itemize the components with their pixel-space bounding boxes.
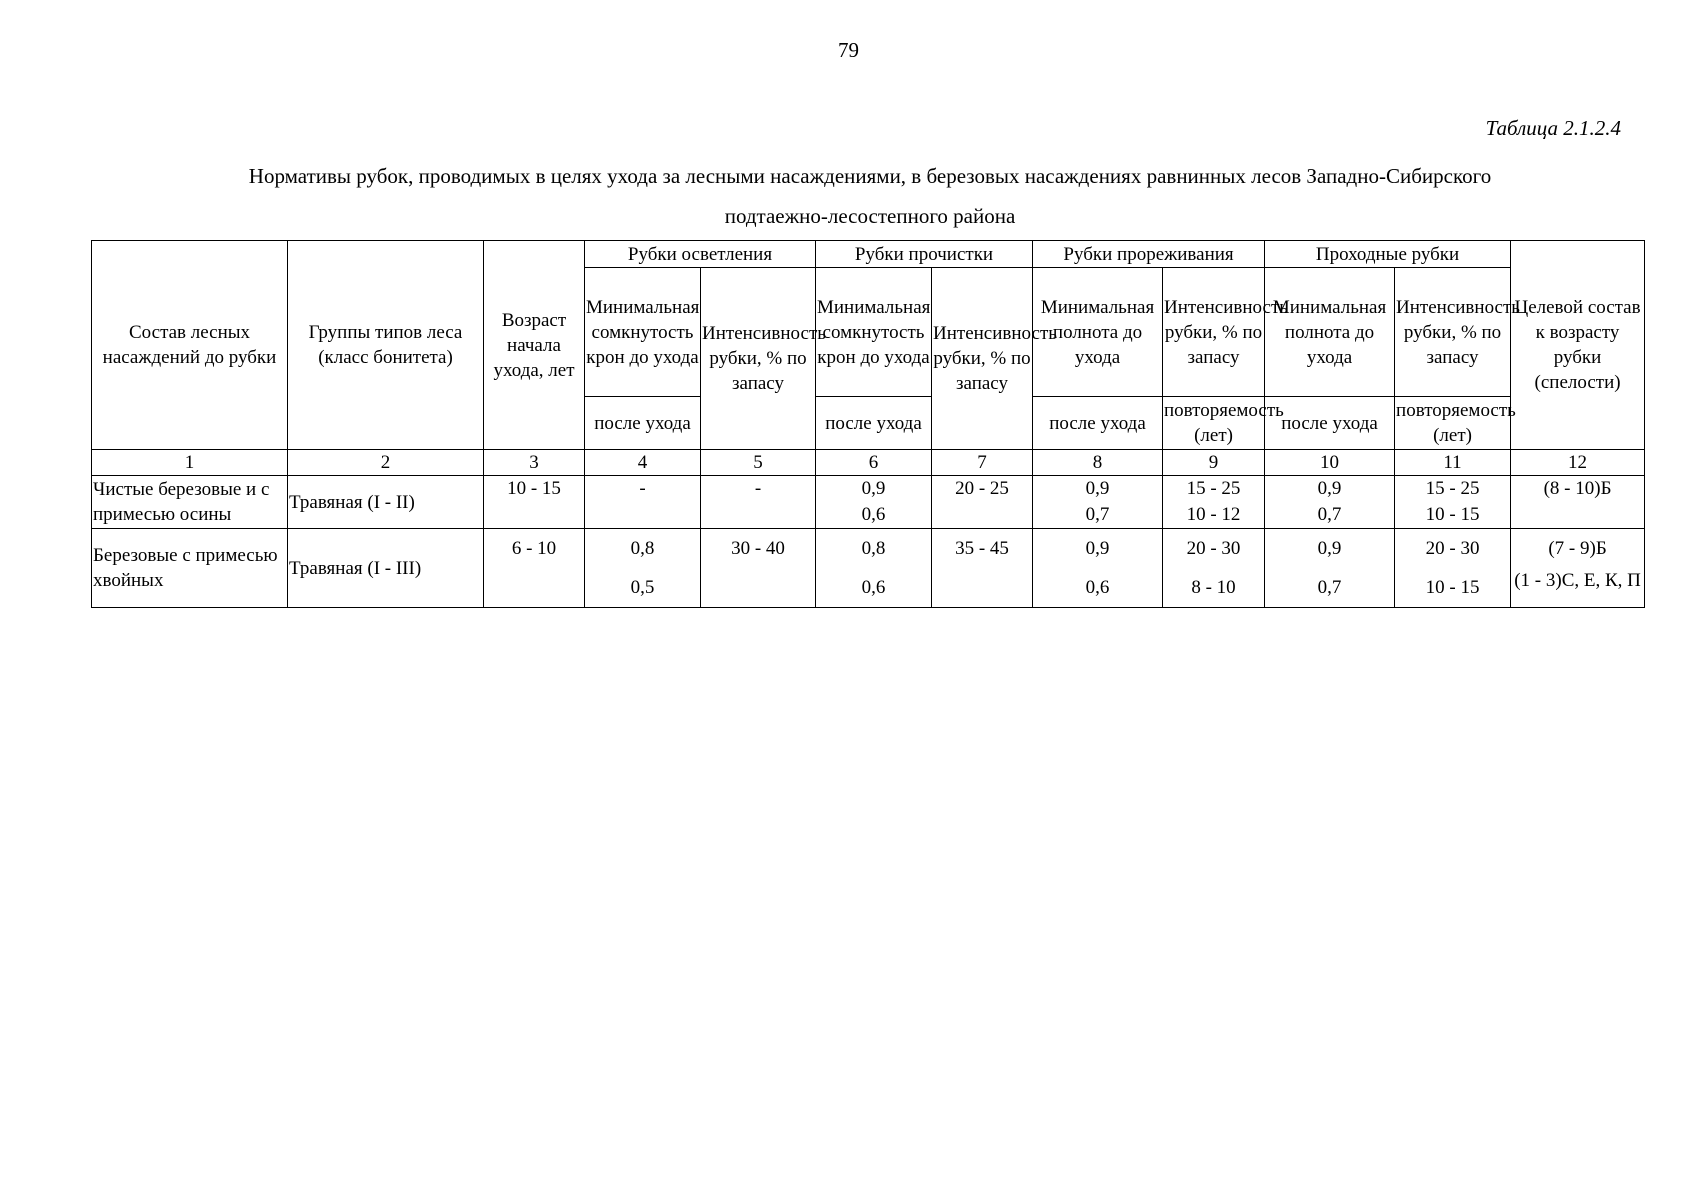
cell-prochistka-intensity [932, 529, 1033, 608]
cell-value: 10 - 15 [507, 478, 561, 499]
cell-prokhodnye-min [1265, 529, 1395, 608]
table-row [92, 529, 1645, 608]
cell-prorezhivanie-min [1033, 529, 1163, 608]
cell-value-after: 0,7 [1317, 577, 1342, 598]
cell-prokhodnye-min [1265, 476, 1395, 529]
header-prochistka-intensity: Интенсивность рубки, % по запасу [932, 268, 1033, 450]
cell-prorezhivanie-intensity-repeat [1163, 476, 1265, 529]
header-prokhodnye-min-fullness: Минимальная полнота до ухода [1265, 268, 1395, 397]
cell-value: (8 - 10)Б [1543, 478, 1612, 499]
cell-value: - [754, 478, 762, 499]
cell-value-after: 0,6 [861, 504, 886, 525]
column-number: 7 [932, 450, 1033, 476]
header-row-groups [92, 241, 1645, 268]
column-number: 8 [1033, 450, 1163, 476]
header-prokhodnye-intensity: Интенсивность рубки, % по запасу [1395, 268, 1511, 397]
table-title-line-2: подтаежно-лесостепного района [724, 204, 1016, 228]
header-osvetlenie-after: после ухода [585, 397, 701, 450]
cell-osvetlenie-min [585, 476, 701, 529]
cell-forest-type: Травяная (I - II) [288, 476, 484, 529]
cell-value-before: 0,8 [630, 538, 655, 559]
cell-value-before: 0,8 [861, 538, 886, 559]
page-number: 79 [838, 38, 859, 62]
header-osvetlenie-min-density: Минимальная сомкнутость крон до ухода [585, 268, 701, 397]
cell-value-after: 0,6 [861, 577, 886, 598]
cell-value: 6 - 10 [511, 538, 557, 559]
cell-value-repeat: 10 - 15 [1425, 504, 1480, 525]
table-title [120, 156, 1620, 236]
cell-prokhodnye-intensity-repeat [1395, 476, 1511, 529]
cell-value-before: - [639, 478, 646, 499]
cell-prorezhivanie-intensity-repeat [1163, 529, 1265, 608]
cell-composition: Березовые с примесью хвойных [92, 529, 288, 608]
cell-value-intensity: 20 - 30 [1186, 538, 1241, 559]
column-number: 11 [1395, 450, 1511, 476]
header-group-prorezhivanie: Рубки прореживания [1033, 241, 1265, 268]
cell-value: (7 - 9)Б [1548, 538, 1607, 559]
cell-prochistka-intensity [932, 476, 1033, 529]
standards-table [91, 240, 1645, 608]
cell-osvetlenie-intensity [701, 529, 816, 608]
cell-value-before: 0,9 [1317, 478, 1342, 499]
header-prochistka-after: после ухода [816, 397, 932, 450]
cell-forest-type: Травяная (I - III) [288, 529, 484, 608]
header-prorezhivanie-after: после ухода [1033, 397, 1163, 450]
header-prorezhivanie-min-fullness: Минимальная полнота до ухода [1033, 268, 1163, 397]
cell-value-intensity: 15 - 25 [1425, 478, 1480, 499]
cell-prokhodnye-intensity-repeat [1395, 529, 1511, 608]
column-number: 1 [92, 450, 288, 476]
header-prorezhivanie-repeat: повторяемость (лет) [1163, 397, 1265, 450]
cell-value-before: 0,9 [1317, 538, 1342, 559]
cell-osvetlenie-min [585, 529, 701, 608]
column-number: 4 [585, 450, 701, 476]
cell-value [1511, 502, 1644, 528]
header-prokhodnye-after: после ухода [1265, 397, 1395, 450]
column-number: 12 [1511, 450, 1645, 476]
cell-value: 35 - 45 [955, 538, 1009, 559]
header-prochistka-min-density: Минимальная сомкнутость крон до ухода [816, 268, 932, 397]
cell-value-before: 0,9 [1085, 538, 1110, 559]
cell-prochistka-min [816, 476, 932, 529]
cell-value-after: 0,7 [1317, 504, 1342, 525]
header-prokhodnye-repeat: повторяемость (лет) [1395, 397, 1511, 450]
cell-value-after: 0,7 [1085, 504, 1110, 525]
cell-value-intensity: 20 - 30 [1425, 538, 1480, 559]
cell-value-intensity: 15 - 25 [1186, 478, 1241, 499]
header-group-prokhodnye: Проходные рубки [1265, 241, 1511, 268]
cell-age-start [484, 476, 585, 529]
cell-composition: Чистые березовые и с примесью осины [92, 476, 288, 529]
cell-prochistka-min [816, 529, 932, 608]
column-number: 10 [1265, 450, 1395, 476]
header-composition: Состав лесных насаждений до рубки [92, 241, 288, 450]
cell-target-composition [1511, 529, 1645, 608]
table-label: Таблица 2.1.2.4 [1485, 116, 1621, 140]
cell-value-repeat: 8 - 10 [1191, 577, 1236, 598]
cell-value-repeat: 10 - 12 [1186, 504, 1241, 525]
cell-age-start [484, 529, 585, 608]
header-osvetlenie-intensity: Интенсивность рубки, % по запасу [701, 268, 816, 450]
column-number: 9 [1163, 450, 1265, 476]
header-age-start: Возраст начала ухода, лет [484, 241, 585, 450]
cell-value: (1 - 3)С, Е, К, П [1514, 570, 1641, 591]
header-prorezhivanie-intensity: Интенсивность рубки, % по запасу [1163, 268, 1265, 397]
cell-value-after [585, 502, 700, 528]
table-title-line-1: Нормативы рубок, проводимых в целях ухода за лесными насаждениями, в березовых насаждениях равнинных лесов Западно-Сибирского [248, 164, 1492, 188]
cell-value-before: 0,9 [861, 478, 886, 499]
column-number: 6 [816, 450, 932, 476]
cell-value: 20 - 25 [955, 478, 1009, 499]
column-number: 5 [701, 450, 816, 476]
column-number: 3 [484, 450, 585, 476]
cell-target-composition [1511, 476, 1645, 529]
column-number-row [92, 450, 1645, 476]
table-row [92, 476, 1645, 529]
column-number: 2 [288, 450, 484, 476]
cell-value-before: 0,9 [1085, 478, 1110, 499]
cell-value-after: 0,5 [630, 577, 655, 598]
cell-value-repeat: 10 - 15 [1425, 577, 1480, 598]
header-target-composition: Целевой состав к возрасту рубки (спелости) [1511, 241, 1645, 450]
header-forest-type: Группы типов леса (класс бонитета) [288, 241, 484, 450]
cell-prorezhivanie-min [1033, 476, 1163, 529]
header-group-prochistka: Рубки прочистки [816, 241, 1033, 268]
cell-value: 30 - 40 [731, 538, 785, 559]
cell-osvetlenie-intensity [701, 476, 816, 529]
header-group-osvetlenie: Рубки осветления [585, 241, 816, 268]
cell-value-after: 0,6 [1085, 577, 1110, 598]
